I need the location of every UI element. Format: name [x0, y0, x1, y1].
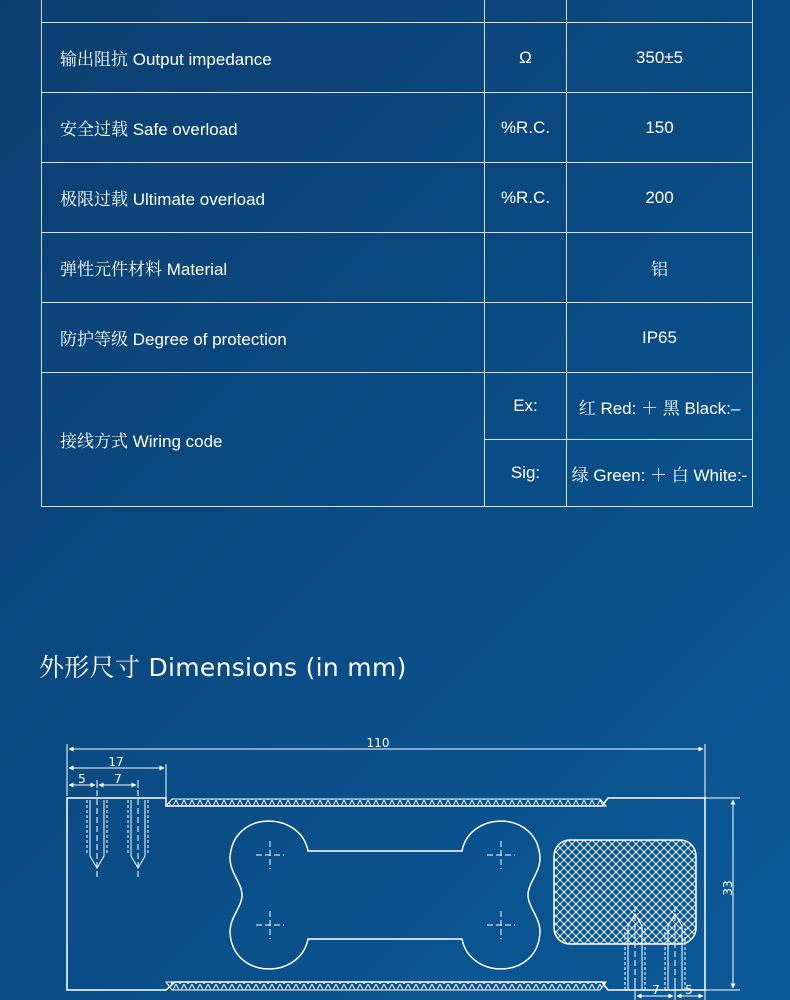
spec-name-cell: [42, 0, 485, 23]
edge-label: 5: [78, 772, 86, 786]
right-pitch-label: 7: [652, 983, 660, 997]
wiring-name-cell: 接线方式 Wiring code: [42, 373, 485, 507]
dumbbell-cutout: [230, 821, 540, 969]
spec-name-cell: 安全过载 Safe overload: [42, 93, 485, 163]
dimensions-title: 外形尺寸 Dimensions (in mm): [39, 653, 407, 682]
wiring-ex-unit-cell: Ex:: [485, 373, 567, 440]
hole-center-marks: [256, 841, 515, 939]
gauge-strips: [166, 799, 606, 990]
spec-value-cell: 150: [567, 93, 753, 163]
spec-unit-cell: [485, 0, 567, 23]
spec-unit-cell: %R.C.: [485, 93, 567, 163]
right-edge-label: 5: [685, 983, 693, 997]
spec-name-cell: 输出阻抗 Output impedance: [42, 23, 485, 93]
spec-unit-cell: [485, 233, 567, 303]
spec-unit-cell: [485, 303, 567, 373]
table-row: [42, 233, 753, 303]
spec-unit-cell: %R.C.: [485, 163, 567, 233]
table-row: [42, 373, 753, 440]
length-label: 110: [366, 736, 390, 750]
spec-name-cell: 防护等级 Degree of protection: [42, 303, 485, 373]
wiring-sig-unit-cell: Sig:: [485, 440, 567, 507]
specification-table: [41, 0, 753, 507]
spec-unit-cell: Ω: [485, 23, 567, 93]
spec-value-cell: 200: [567, 163, 753, 233]
spec-value-cell: 350±5: [567, 23, 753, 93]
spec-value-cell: IP65: [567, 303, 753, 373]
wiring-sig-value-cell: 绿 Green: ＋ 白 White:-: [567, 440, 753, 507]
offset-label: 17: [108, 755, 124, 769]
table-row: [42, 0, 753, 23]
left-threaded-holes: [87, 790, 148, 878]
table-row: [42, 93, 753, 163]
spec-value-cell: [567, 0, 753, 23]
spec-value-cell: 铝: [567, 233, 753, 303]
pitch-label: 7: [114, 772, 122, 786]
spec-name-cell: 弹性元件材料 Material: [42, 233, 485, 303]
spec-name-cell: 极限过载 Ultimate overload: [42, 163, 485, 233]
wiring-ex-value-cell: 红 Red: ＋ 黑 Black:–: [567, 373, 753, 440]
height-label: 33: [721, 880, 735, 896]
table-row: [42, 163, 753, 233]
table-row: [42, 303, 753, 373]
table-row: [42, 23, 753, 93]
load-cell-drawing: [0, 728, 790, 1000]
